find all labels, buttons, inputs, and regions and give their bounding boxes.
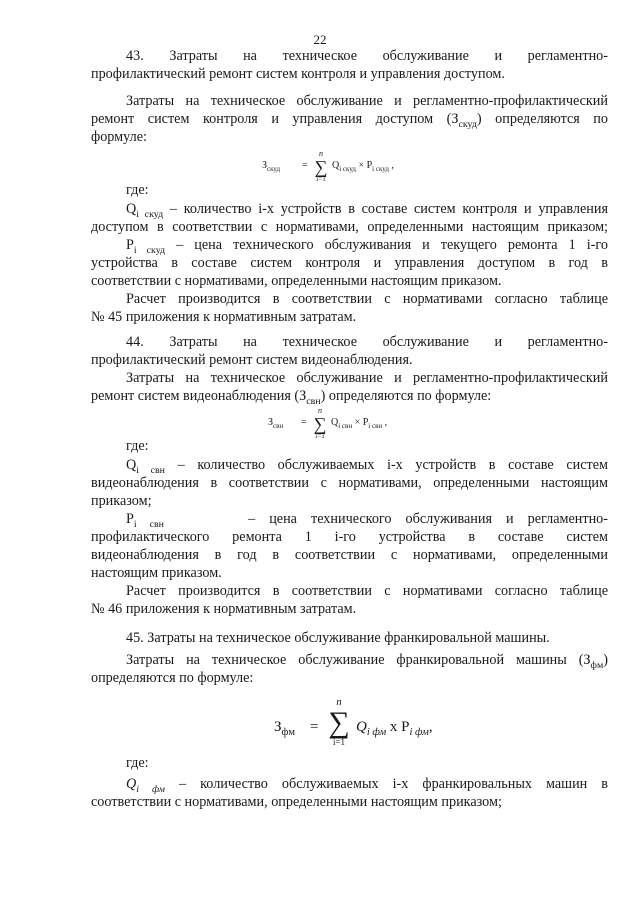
formula-rhs: $Q_{i фм}$ x $P_{i фм}$, (356, 719, 433, 738)
section-44-where: где: (126, 438, 149, 454)
formula-rhs: $Q_{i свн} \times P_{i свн}$ , (331, 417, 388, 430)
section-44-def-p-line-1: $P_{i свн}$ – цена технического обслуживания и регламентно- (126, 511, 608, 530)
formula-rhs: $Q_{i скуд} \times P_{i скуд}$ , (332, 160, 394, 173)
sum-operator: n ∑ i=1 (328, 696, 350, 747)
section-45-def-q-line-2: соответствии с нормативами, определенными настоящим приказом; (91, 794, 502, 810)
section-45-where: где: (126, 755, 149, 771)
section-45-heading: 45. Затраты на техническое обслуживание франкировальной машины. (126, 630, 550, 646)
section-44-def-p-line-2: профилактического ремонта 1 i-го устройства в составе систем (91, 529, 608, 545)
formula-equals: = (301, 417, 307, 428)
section-44-def-q-line-3: приказом; (91, 493, 152, 509)
formula-lhs: $З_{свн}$ (268, 417, 284, 430)
section-44-intro-line-2: ремонт систем видеонаблюдения $(З_{свн})$ определяются по формуле: (91, 388, 492, 407)
formula-equals: = (310, 719, 319, 735)
section-44-def-p-line-3: видеонаблюдения в год в соответствии с нормативами, определенными (91, 547, 608, 563)
section-44-intro-line-1: Затраты на техническое обслуживание и регламентно-профилактический (126, 370, 608, 386)
section-43-def-p-line-1: $P_{i скуд}$ – цена технического обслуживания и текущего ремонта 1 i-го (126, 237, 608, 256)
section-44-def-q-line-1: $Q_{i свн}$ – количество обслуживаемых i-х устройств в составе систем (126, 457, 609, 476)
formula-lhs: $З_{скуд}$ (262, 160, 281, 173)
section-43-intro-line-1: Затраты на техническое обслуживание и регламентно-профилактический (126, 93, 608, 109)
formula-skud (262, 150, 422, 184)
formula-fm (274, 697, 454, 755)
section-44-calc-line-1: Расчет производится в соответствии с нормативами согласно таблице (126, 583, 608, 599)
section-45-def-q-line-1: $Q_{i фм}$ – количество обслуживаемых i-х франкировальных машин в (126, 776, 608, 795)
section-43-def-q-line-2: доступом в соответствии с нормативами, определенными настоящим приказом; (91, 219, 608, 235)
section-43-def-q-line-1: $Q_{i скуд}$ – количество i-х устройств в составе систем контроля и управления (126, 201, 608, 220)
section-44-calc-line-2: № 46 приложения к нормативным затратам. (91, 601, 357, 617)
formula-lhs: $З_{фм}$ (274, 719, 295, 738)
section-43-calc-line-2: № 45 приложения к нормативным затратам. (91, 309, 357, 325)
section-44-def-q-line-2: видеонаблюдения в соответствии с нормативами, определенными настоящим (91, 475, 608, 491)
section-43-calc-line-1: Расчет производится в соответствии с нормативами согласно таблице (126, 291, 608, 307)
section-45-intro-line-1: Затраты на техническое обслуживание франкировальной машины $(З_{фм})$ (126, 652, 608, 671)
section-44-def-p-line-4: настоящим приказом. (91, 565, 222, 581)
page-number: 22 (313, 32, 327, 47)
section-43-def-p-line-3: соответствии с нормативами, определенными настоящим приказом. (91, 273, 502, 289)
sum-operator: n ∑ i=1 (314, 149, 328, 183)
section-43-where: где: (126, 182, 149, 198)
section-45-intro-line-2: определяются по формуле: (91, 670, 254, 686)
section-43-intro-line-2: ремонт систем контроля и управления доступом $(З_{скуд})$ определяются по (91, 111, 608, 130)
section-44-heading-line-1: 44. Затраты на техническое обслуживание и регламентно- (126, 334, 608, 350)
section-43-heading-line-1: 43. Затраты на техническое обслуживание и регламентно- (126, 48, 608, 64)
section-43-def-p-line-2: устройства в составе систем контроля и управления доступом в год в (91, 255, 608, 271)
section-44-heading-line-2: профилактический ремонт систем видеонаблюдения. (91, 352, 413, 368)
formula-svn (268, 407, 418, 441)
sum-operator: n ∑ i=1 (313, 406, 327, 440)
section-43-intro-line-3: формуле: (91, 129, 147, 145)
section-43-heading-line-2: профилактический ремонт систем контроля и управления доступом. (91, 66, 505, 82)
formula-equals: = (302, 160, 308, 171)
